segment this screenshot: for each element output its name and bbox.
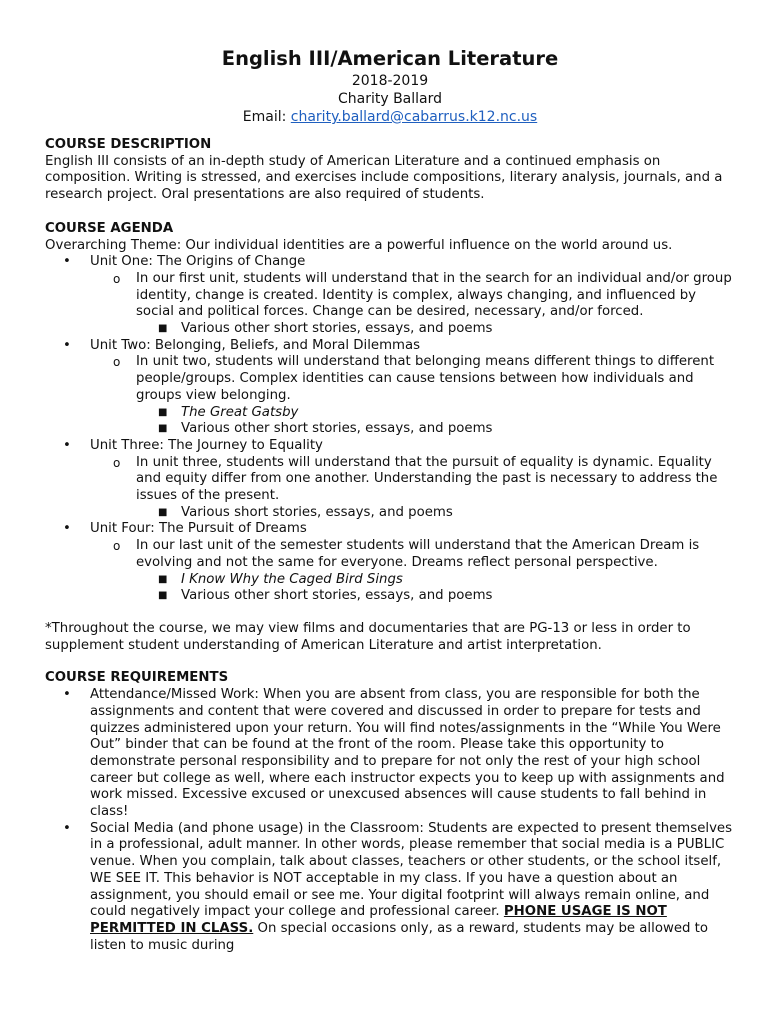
list-item — [45, 271, 735, 321]
square-bullet-icon: ■ — [158, 323, 168, 335]
course-requirements-heading: COURSE REQUIREMENTS — [45, 670, 229, 686]
unit-description: In our first unit, students will understand that in the search for an individual and/or group identity, change is created. Identity is complex, always changing, and influenced by social and political forces. Change can be desired, necessary, and/or forced. — [136, 270, 732, 320]
list-item — [45, 687, 735, 821]
list-item — [45, 421, 735, 438]
circle-bullet-icon: o — [113, 271, 121, 286]
list-item — [45, 354, 735, 404]
list-item — [45, 572, 735, 589]
teacher-name: Charity Ballard — [337, 91, 443, 107]
phone-policy: PHONE USAGE IS NOT PERMITTED IN CLASS. — [90, 904, 667, 936]
list-item — [45, 405, 735, 422]
list-item — [45, 455, 735, 505]
unit-text: I Know Why the Caged Bird Sings — [181, 571, 403, 587]
list-item — [45, 538, 735, 571]
unit-description: In unit two, students will understand that belonging means different things to different people/groups. Complex identities can cause tensions between how individuals and groups view belonging. — [136, 354, 715, 403]
social-media-text: Social Media (and phone usage) in the Classroom: Students are expected to present themselves in a professional, adult manner. In other words, please remember that social media is a PUBLIC venue. When you complain, talk about classes, teachers or other students, or the school itself, WE SEE IT. This behavior is NOT acceptable in my class. If you have a question about an assignment, you should email or see me. Your digital footprint will always remain online, and could negatively impact your college and professional career. — [90, 820, 733, 920]
square-bullet-icon: ■ — [158, 573, 168, 585]
list-item — [45, 821, 735, 955]
social-media-text-continued: On special occasions only, as a reward, students may be allowed to listen to music during — [90, 920, 709, 953]
unit-title: Unit Four: The Pursuit of Dreams — [90, 521, 307, 537]
unit-description: In our last unit of the semester students will understand that the American Dream is evolving and not the same for everyone. Dreams reflect personal perspective. — [136, 538, 700, 570]
square-bullet-icon: ■ — [158, 506, 168, 518]
unit-title: Unit Two: Belonging, Beliefs, and Moral Dilemmas — [90, 337, 421, 353]
bullet-icon: • — [63, 437, 71, 453]
course-description-text: English III consists of an in-depth study of American Literature and a continued emphasis on composition. Writing is stressed, and exercises include compositions, literary analysis, journals, and a research project. Oral presentations are also required of students. — [45, 153, 723, 203]
list-item — [45, 438, 735, 455]
square-bullet-icon: ■ — [158, 406, 168, 418]
bullet-icon: • — [63, 521, 71, 537]
circle-bullet-icon: o — [113, 455, 121, 470]
email-link[interactable]: charity.ballard@cabarrus.k12.nc.us — [290, 109, 538, 125]
attendance-requirement: Attendance/Missed Work: When you are absent from class, you are responsible for both the assignments and content that were covered and discussed in order to prepare for tests and quizzes administered upon your return. You will find notes/assignments in the “While You Were Out” binder that can be found at the front of the room. Please take this opportunity to demonstrate personal responsibility and to prepare for not only the rest of your high school career but college as well, where each instructor expects you to keep up with assignments and work missed. Excessive excused or unexcused absences will cause students to fall behind in class! — [90, 687, 725, 820]
list-item — [45, 521, 735, 538]
unit-title: Unit One: The Origins of Change — [90, 254, 306, 270]
unit-description: In unit three, students will understand that the pursuit of equality is dynamic. Equality and equity differ from one another. Understanding the past is necessary to address the issues of the present. — [136, 454, 718, 504]
unit-text: Various other short stories, essays, and poems — [181, 321, 493, 337]
circle-bullet-icon: o — [113, 355, 121, 370]
bullet-icon: • — [63, 337, 71, 353]
list-item — [45, 254, 735, 271]
document-page — [45, 47, 735, 954]
course-agenda-heading: COURSE AGENDA — [45, 220, 174, 236]
email-line — [45, 108, 735, 126]
unit-text: The Great Gatsby — [181, 404, 299, 420]
course-description-heading: COURSE DESCRIPTION — [45, 137, 212, 152]
document-header — [45, 47, 735, 126]
list-item — [45, 338, 735, 355]
document-title: English III/American Literature — [221, 47, 559, 70]
unit-text: Various short stories, essays, and poems — [181, 504, 453, 520]
square-bullet-icon: ■ — [158, 423, 168, 435]
bullet-icon: • — [63, 820, 71, 836]
overarching-theme: Overarching Theme: Our individual identities are a powerful influence on the world around us. — [45, 237, 673, 253]
bullet-icon: • — [63, 254, 71, 270]
unit-title: Unit Three: The Journey to Equality — [90, 437, 323, 453]
list-item — [45, 505, 735, 522]
school-year: 2018-2019 — [351, 73, 429, 89]
bullet-icon: • — [63, 687, 71, 703]
unit-list — [45, 254, 735, 605]
list-item — [45, 321, 735, 338]
social-media-requirement — [90, 821, 732, 953]
email-label: Email: — [242, 109, 291, 125]
square-bullet-icon: ■ — [158, 590, 168, 602]
films-note: *Throughout the course, we may view films and documentaries that are PG-13 or less in order to supplement student understanding of American Literature and artist interpretation. — [45, 620, 691, 653]
circle-bullet-icon: o — [113, 539, 121, 554]
unit-text: Various other short stories, essays, and poems — [181, 588, 493, 604]
list-item — [45, 588, 735, 605]
requirements-list — [45, 687, 735, 954]
unit-text: Various other short stories, essays, and poems — [181, 421, 493, 437]
